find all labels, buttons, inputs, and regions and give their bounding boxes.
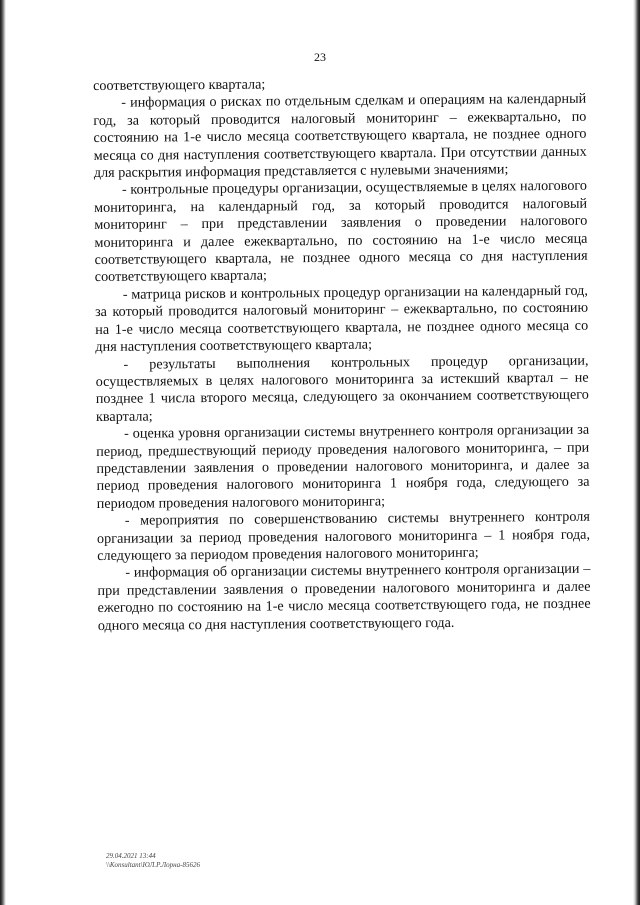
paragraph-continuation: соответствующего квартала; (93, 76, 266, 94)
scan-edge-left (0, 0, 6, 905)
paragraph-risk-info: - информация о рисках по отдельным сделкам и операциям на календарный год, за который проводится налоговый мониторинг – ежеквартально, по состоянию на 1-е число месяца соответствующего квартала, не позднее одного месяца со дня наступления соответствующего квартала. При отсутствии данных для раскрытия информация представляется с нулевыми значениями; (93, 91, 587, 182)
paragraph-improvement-measures: - мероприятия по совершенствованию системы внутреннего контроля организации за период проведения налогового мониторинга – 1 ноября года, следующего за периодом проведения налогового мониторинга; (96, 508, 591, 564)
paragraph-risk-matrix: - матрица рисков и контрольных процедур организации на календарный год, за который проводится налоговый мониторинг – ежеквартально, по состоянию на 1-е число месяца соответствующего квартала, не позднее одного месяца со дня наступления соответствующего квартала; (94, 282, 589, 356)
footer-file-path: \\Konsultant\ЮЛ.Р.Лорна-85626 (106, 861, 200, 869)
paragraph-control-results: - результаты выполнения контрольных процедур организации, осуществляемых в целях налогового мониторинга за истекший квартал – не позднее 1 числа второго месяца, следующего за окончанием соответствующего квартала; (95, 352, 589, 425)
paragraph-control-organization: - информация об организации системы внутреннего контроля организации – при представлении заявления о проведении налогового мониторинга и далее ежегодно по состоянию на 1-е число месяца соответствующего года, не позднее одного месяца со дня наступления соответствующего года. (97, 561, 591, 634)
scan-edge-right (633, 0, 640, 905)
body-text (93, 74, 591, 635)
paragraph-control-procedures: - контрольные процедуры организации, осуществляемые в целях налогового мониторинга, на календарный год, за который проводится налоговый мониторинг – при представлении заявления о проведении налогового мониторинга и далее ежеквартально, по состоянию на 1-е число месяца соответствующего квартала, не позднее одного месяца со дня наступления соответствующего квартала; (94, 178, 588, 286)
footer-stamp (106, 852, 200, 870)
page-number: 23 (314, 50, 326, 64)
footer-timestamp: 29.04.2021 13:44 (106, 852, 156, 860)
paragraph-control-assessment: - оценка уровня организации системы внутреннего контроля организации за период, предшествующий периоду проведения налогового мониторинга, – при представлении заявления о проведении налогового мониторинга, и далее за период проведения налогового мониторинга 1 ноября года, следующего за периодом проведения налогового мониторинга; (96, 421, 590, 512)
